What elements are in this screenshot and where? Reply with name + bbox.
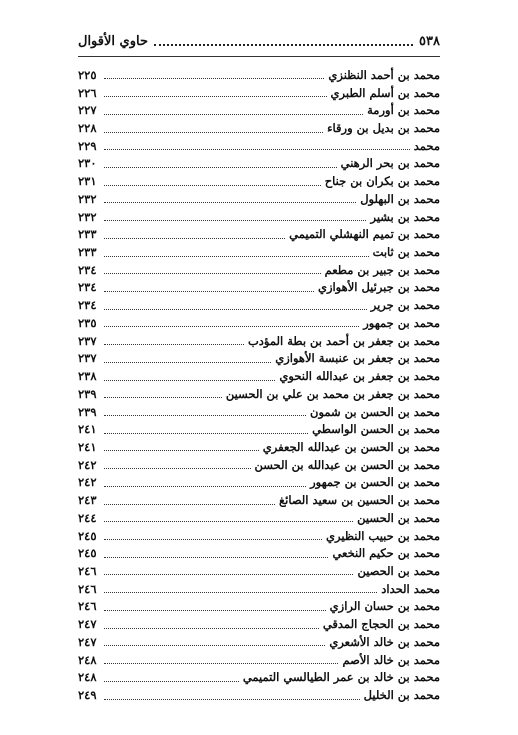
index-entry xyxy=(78,314,440,332)
index-entry xyxy=(78,385,440,403)
entry-name: محمد بن حكيم النخعي xyxy=(332,546,440,561)
page-header xyxy=(78,31,440,51)
entry-name: محمد بن جرير xyxy=(370,298,440,313)
index-entry xyxy=(78,296,440,314)
leader-dots xyxy=(104,539,322,540)
index-entry xyxy=(78,580,440,598)
index-entry xyxy=(78,668,440,686)
entry-page-number: ٢٣٥ xyxy=(78,315,97,330)
leader-dots xyxy=(104,149,410,150)
entry-name: محمد بن الحسن بن شمون xyxy=(310,404,440,419)
leader-dots xyxy=(104,610,326,611)
index-entry xyxy=(78,332,440,350)
entry-page-number: ٢٤٦ xyxy=(78,563,97,578)
entry-page-number: ٢٤١ xyxy=(78,439,97,454)
leader-dots xyxy=(104,521,353,522)
entry-name: محمد بن جعفر بن محمد بن علي بن الحسين xyxy=(225,386,440,401)
entry-name: محمد بن بديل بن ورقاء xyxy=(327,121,440,136)
index-entry xyxy=(78,367,440,385)
leader-dots xyxy=(104,628,319,629)
entry-page-number: ٢٣٢ xyxy=(78,191,97,206)
index-entry xyxy=(78,172,440,190)
entry-name: محمد الحداد xyxy=(381,581,440,596)
leader-dots xyxy=(104,397,222,398)
leader-dots xyxy=(104,504,275,505)
leader-dots xyxy=(104,592,377,593)
leader-dots xyxy=(104,273,321,274)
entry-page-number: ٢٤٧ xyxy=(78,634,97,649)
index-list xyxy=(78,66,440,704)
entry-name: محمد بن الحسن الواسطي xyxy=(312,422,440,437)
entry-page-number: ٢٤٥ xyxy=(78,546,97,561)
entry-name: محمد بن جعفر بن عبدالله النحوي xyxy=(279,369,440,384)
index-entry xyxy=(78,562,440,580)
entry-page-number: ٢٣٠ xyxy=(78,156,97,171)
entry-page-number: ٢٣٤ xyxy=(78,298,97,313)
leader-dots xyxy=(104,167,337,168)
entry-name: محمد بن البهلول xyxy=(360,191,440,206)
leader-dots xyxy=(104,326,359,327)
entry-page-number: ٢٢٨ xyxy=(78,121,97,136)
entry-name: محمد بن الحسين xyxy=(357,510,440,525)
index-entry xyxy=(78,491,440,509)
entry-page-number: ٢٢٥ xyxy=(78,67,97,82)
index-entry xyxy=(78,420,440,438)
leader-dots xyxy=(104,681,239,682)
entry-page-number: ٢٤٥ xyxy=(78,528,97,543)
entry-page-number: ٢٤٣ xyxy=(78,493,97,508)
entry-name: محمد بن خالد الأشعري xyxy=(329,634,440,649)
entry-page-number: ٢٣٩ xyxy=(78,404,97,419)
entry-page-number: ٢٣٧ xyxy=(78,333,97,348)
entry-name: محمد بن حسان الرازي xyxy=(329,599,440,614)
running-title: حاوي الأقوال xyxy=(78,33,148,49)
entry-name: محمد بن الحسن بن عبدالله الجعفري xyxy=(262,439,440,454)
leader-dots xyxy=(104,362,271,363)
entry-name: محمد بن جبير بن مطعم xyxy=(324,262,440,277)
header-rule xyxy=(78,56,440,57)
index-entry xyxy=(78,527,440,545)
entry-name: محمد بن بكران بن جناح xyxy=(324,174,440,189)
entry-page-number: ٢٤٤ xyxy=(78,510,97,525)
index-entry xyxy=(78,279,440,297)
index-entry xyxy=(78,119,440,137)
entry-name: محمد بن جمهور xyxy=(363,315,440,330)
entry-name: محمد بن حبيب النظيري xyxy=(326,528,440,543)
index-entry xyxy=(78,509,440,527)
leader-dots xyxy=(104,433,308,434)
entry-name: محمد بن الحسن بن جمهور xyxy=(310,475,440,490)
index-entry xyxy=(78,456,440,474)
entry-name: محمد بن بحر الرهني xyxy=(340,156,440,171)
entry-page-number: ٢٤١ xyxy=(78,422,97,437)
leader-dots xyxy=(104,238,285,239)
entry-page-number: ٢٢٧ xyxy=(78,103,97,118)
index-entry xyxy=(78,66,440,84)
index-entry xyxy=(78,137,440,155)
index-entry xyxy=(78,208,440,226)
leader-dots xyxy=(104,468,251,469)
index-entry xyxy=(78,651,440,669)
leader-dots xyxy=(104,380,275,381)
index-entry xyxy=(78,438,440,456)
leader-dots xyxy=(104,202,356,203)
entry-name: محمد بن تميم النهشلي التميمي xyxy=(289,227,440,242)
leader-dots xyxy=(104,574,353,575)
entry-name: محمد بن جبرئيل الأهوازي xyxy=(317,280,440,295)
index-entry xyxy=(78,615,440,633)
entry-page-number: ٢٤٧ xyxy=(78,617,97,632)
entry-name: محمد بن خالد بن عمر الطيالسي التميمي xyxy=(242,670,440,685)
index-entry xyxy=(78,544,440,562)
entry-page-number: ٢٢٦ xyxy=(78,85,97,100)
entry-name: محمد بن خالد الأصم xyxy=(342,652,440,667)
leader-dots xyxy=(104,309,367,310)
leader-dots xyxy=(104,415,306,416)
leader-dots xyxy=(104,557,328,558)
entry-page-number: ٢٢٩ xyxy=(78,138,97,153)
index-entry xyxy=(78,101,440,119)
leader-dots xyxy=(104,344,244,345)
leader-dots xyxy=(104,132,323,133)
entry-name: محمد بن أسلم الطبري xyxy=(330,85,440,100)
index-entry xyxy=(78,225,440,243)
index-entry xyxy=(78,633,440,651)
leader-dots xyxy=(104,185,321,186)
index-entry xyxy=(78,84,440,102)
entry-page-number: ٢٣١ xyxy=(78,174,97,189)
entry-page-number: ٢٣٤ xyxy=(78,280,97,295)
leader-dots xyxy=(104,663,338,664)
index-entry xyxy=(78,243,440,261)
entry-name: محمد بن جعفر بن عنبسة الأهوازي xyxy=(275,351,440,366)
entry-name: محمد بن الحصين xyxy=(357,563,440,578)
entry-page-number: ٢٣٣ xyxy=(78,227,97,242)
entry-page-number: ٢٣٣ xyxy=(78,245,97,260)
entry-page-number: ٢٣٨ xyxy=(78,369,97,384)
entry-name: محمد بن الخليل xyxy=(363,688,440,703)
entry-name: محمد بن أورمة xyxy=(367,103,440,118)
entry-page-number: ٢٤٩ xyxy=(78,688,97,703)
leader-dots xyxy=(104,220,366,221)
entry-name: محمد بن ثابت xyxy=(372,245,440,260)
leader-dots xyxy=(104,645,325,646)
entry-name: محمد xyxy=(413,138,440,153)
index-entry xyxy=(78,686,440,704)
entry-page-number: ٢٣٤ xyxy=(78,262,97,277)
entry-page-number: ٢٣٢ xyxy=(78,209,97,224)
page-number: ٥٣٨ xyxy=(419,33,440,49)
entry-page-number: ٢٤٨ xyxy=(78,652,97,667)
entry-page-number: ٢٤٢ xyxy=(78,457,97,472)
entry-page-number: ٢٤٦ xyxy=(78,581,97,596)
index-entry xyxy=(78,350,440,368)
index-entry xyxy=(78,155,440,173)
leader-dots xyxy=(104,450,259,451)
index-entry xyxy=(78,474,440,492)
entry-name: محمد بن أحمد النظنزي xyxy=(328,67,440,82)
entry-page-number: ٢٣٧ xyxy=(78,351,97,366)
entry-page-number: ٢٤٦ xyxy=(78,599,97,614)
leader-dots xyxy=(104,96,327,97)
index-entry xyxy=(78,261,440,279)
entry-name: محمد بن جعفر بن أحمد بن بطة المؤدب xyxy=(247,333,440,348)
entry-name: محمد بن الحجاج المدقي xyxy=(322,617,440,632)
leader-dots xyxy=(104,256,369,257)
entry-page-number: ٢٤٨ xyxy=(78,670,97,685)
index-entry xyxy=(78,190,440,208)
entry-page-number: ٢٤٢ xyxy=(78,475,97,490)
leader-dots xyxy=(104,291,314,292)
index-entry xyxy=(78,403,440,421)
leader-dots xyxy=(104,78,324,79)
entry-name: محمد بن الحسين بن سعيد الصائغ xyxy=(279,493,440,508)
header-leader-dots xyxy=(154,44,413,46)
index-entry xyxy=(78,598,440,616)
entry-page-number: ٢٣٩ xyxy=(78,386,97,401)
leader-dots xyxy=(104,486,306,487)
entry-name: محمد بن الحسن بن عبدالله بن الحسن xyxy=(254,457,440,472)
entry-name: محمد بن بشير xyxy=(370,209,440,224)
leader-dots xyxy=(104,699,360,700)
leader-dots xyxy=(104,114,363,115)
